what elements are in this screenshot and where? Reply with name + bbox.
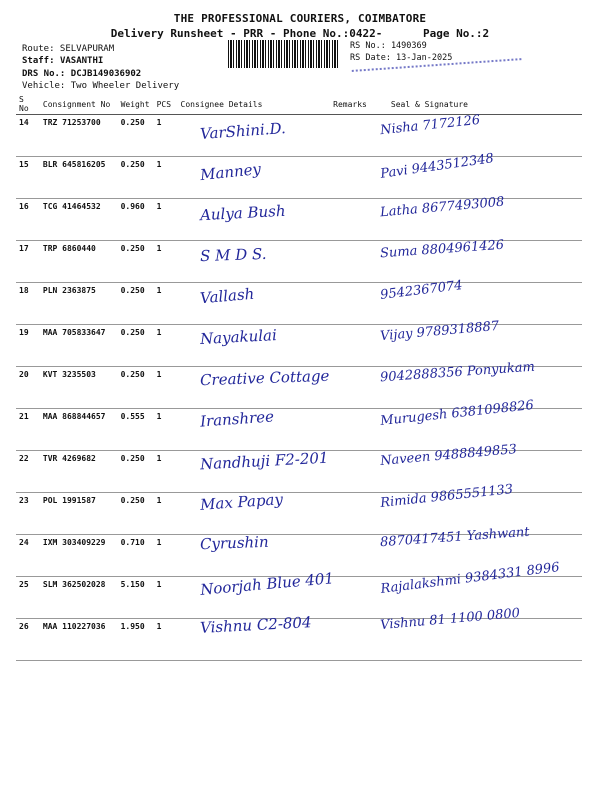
col-pcs: PCS	[154, 94, 178, 115]
vehicle: Vehicle: Two Wheeler Delivery	[22, 81, 180, 91]
row-sno: 19	[16, 325, 40, 367]
row-pcs: 1	[154, 199, 178, 241]
row-weight: 0.250	[118, 115, 154, 157]
row-consignment: KVT 3235503	[40, 367, 118, 409]
row-consignment: PLN 2363875	[40, 283, 118, 325]
row-remarks	[330, 157, 388, 199]
col-consignment: Consignment No	[40, 94, 118, 115]
col-weight: Weight	[118, 94, 154, 115]
runsheet-title	[0, 27, 600, 40]
rs-date: RS Date: 13-Jan-2025	[350, 53, 453, 63]
row-consignment: IXM 303409229	[40, 535, 118, 577]
staff-label: Staff:	[22, 56, 55, 66]
row-weight: 0.555	[118, 409, 154, 451]
row-consignment: SLM 362502028	[40, 577, 118, 619]
handwritten-signature: Suma 8804961426	[379, 237, 505, 261]
handwritten-signature: Latha 8677493008	[379, 194, 505, 221]
handwritten-signature: Vijay 9789318887	[379, 318, 500, 345]
row-sno: 16	[16, 199, 40, 241]
handwritten-signature: Murugesh 6381098826	[379, 398, 535, 430]
col-sno: S No	[16, 94, 40, 115]
handwritten-signature: Naveen 9488849853	[379, 441, 518, 469]
col-consignee: Consignee Details	[178, 94, 331, 115]
handwritten-consignee: Cyrushin	[199, 532, 269, 554]
row-pcs: 1	[154, 577, 178, 619]
runsheet-label: Delivery Runsheet - PRR - Phone No.:0422-	[110, 27, 383, 40]
handwritten-signature: Vishnu 81 1100 0800	[379, 606, 521, 634]
row-consignment: POL 1991587	[40, 493, 118, 535]
row-pcs: 1	[154, 367, 178, 409]
row-sno: 20	[16, 367, 40, 409]
row-sno: 18	[16, 283, 40, 325]
row-pcs: 1	[154, 451, 178, 493]
handwritten-signature: Rajalakshmi 9384331 8996	[379, 560, 561, 598]
row-sno: 24	[16, 535, 40, 577]
row-weight: 0.710	[118, 535, 154, 577]
handwritten-signature: 9542367074	[379, 277, 464, 303]
row-consignment: TRZ 71253700	[40, 115, 118, 157]
row-weight: 0.960	[118, 199, 154, 241]
handwritten-consignee: Vallash	[199, 284, 255, 308]
route: Route: SELVAPURAM	[22, 44, 115, 54]
row-weight: 5.150	[118, 577, 154, 619]
row-sno: 14	[16, 115, 40, 157]
handwritten-signature: Pavi 9443512348	[379, 151, 495, 183]
handwritten-signature: Rimida 9865551133	[379, 481, 514, 511]
handwritten-signature: Nisha 7172126	[379, 112, 481, 139]
row-consignment: TRP 6860440	[40, 241, 118, 283]
row-weight: 0.250	[118, 283, 154, 325]
company-title: THE PROFESSIONAL COURIERS, COIMBATORE	[173, 12, 427, 25]
handwritten-consignee: Manney	[199, 160, 262, 185]
row-weight: 0.250	[118, 493, 154, 535]
col-remarks: Remarks	[330, 94, 388, 115]
col-seal: Seal & Signature	[388, 94, 582, 115]
handwritten-signature: 9042888356 Ponyukam	[379, 359, 536, 386]
staff	[22, 56, 103, 66]
table-row	[16, 157, 582, 199]
row-pcs: 1	[154, 535, 178, 577]
row-pcs: 1	[154, 115, 178, 157]
staff-name: VASANTHI	[59, 56, 104, 66]
row-consignment: TVR 4269682	[40, 451, 118, 493]
row-sno: 23	[16, 493, 40, 535]
row-pcs: 1	[154, 325, 178, 367]
row-sno: 25	[16, 577, 40, 619]
row-pcs: 1	[154, 157, 178, 199]
handwritten-consignee: VarShini.D.	[199, 119, 287, 143]
handwritten-consignee: Aulya Bush	[199, 202, 286, 225]
handwritten-consignee: Creative Cottage	[199, 366, 330, 390]
handwritten-consignee: Nandhuji F2-201	[199, 448, 329, 473]
row-remarks	[330, 115, 388, 157]
drs-number: DCJB149036902	[70, 69, 142, 79]
row-pcs: 1	[154, 619, 178, 661]
row-sno: 22	[16, 451, 40, 493]
row-consignment: TCG 41464532	[40, 199, 118, 241]
row-pcs: 1	[154, 283, 178, 325]
handwritten-consignee: S M D S.	[199, 244, 267, 265]
drs	[22, 69, 141, 79]
table-row	[16, 115, 582, 157]
handwritten-consignee: Nayakulai	[199, 326, 278, 348]
drs-label: DRS No.:	[22, 69, 66, 79]
row-consignment: MAA 868844657	[40, 409, 118, 451]
table-header-row	[16, 94, 582, 115]
row-consignment: BLR 645816205	[40, 157, 118, 199]
handwritten-consignee: Max Papay	[199, 489, 284, 514]
row-sno: 17	[16, 241, 40, 283]
rs-number: RS No.: 1490369	[350, 41, 427, 51]
barcode	[228, 40, 340, 68]
row-weight: 1.950	[118, 619, 154, 661]
row-sno: 21	[16, 409, 40, 451]
row-weight: 0.250	[118, 451, 154, 493]
row-pcs: 1	[154, 493, 178, 535]
row-consignment: MAA 705833647	[40, 325, 118, 367]
row-weight: 0.250	[118, 325, 154, 367]
handwritten-consignee: Noorjah Blue 401	[199, 569, 335, 599]
row-sno: 15	[16, 157, 40, 199]
row-weight: 0.250	[118, 367, 154, 409]
row-pcs: 1	[154, 241, 178, 283]
row-weight: 0.250	[118, 157, 154, 199]
row-pcs: 1	[154, 409, 178, 451]
handwritten-consignee: Iranshree	[199, 407, 275, 431]
row-weight: 0.250	[118, 241, 154, 283]
row-consignment: MAA 110227036	[40, 619, 118, 661]
page-number: Page No.:2	[422, 27, 490, 40]
handwritten-consignee: Vishnu C2-804	[199, 613, 312, 638]
row-sno: 26	[16, 619, 40, 661]
handwritten-signature: 8870417451 Yashwant	[379, 524, 531, 551]
